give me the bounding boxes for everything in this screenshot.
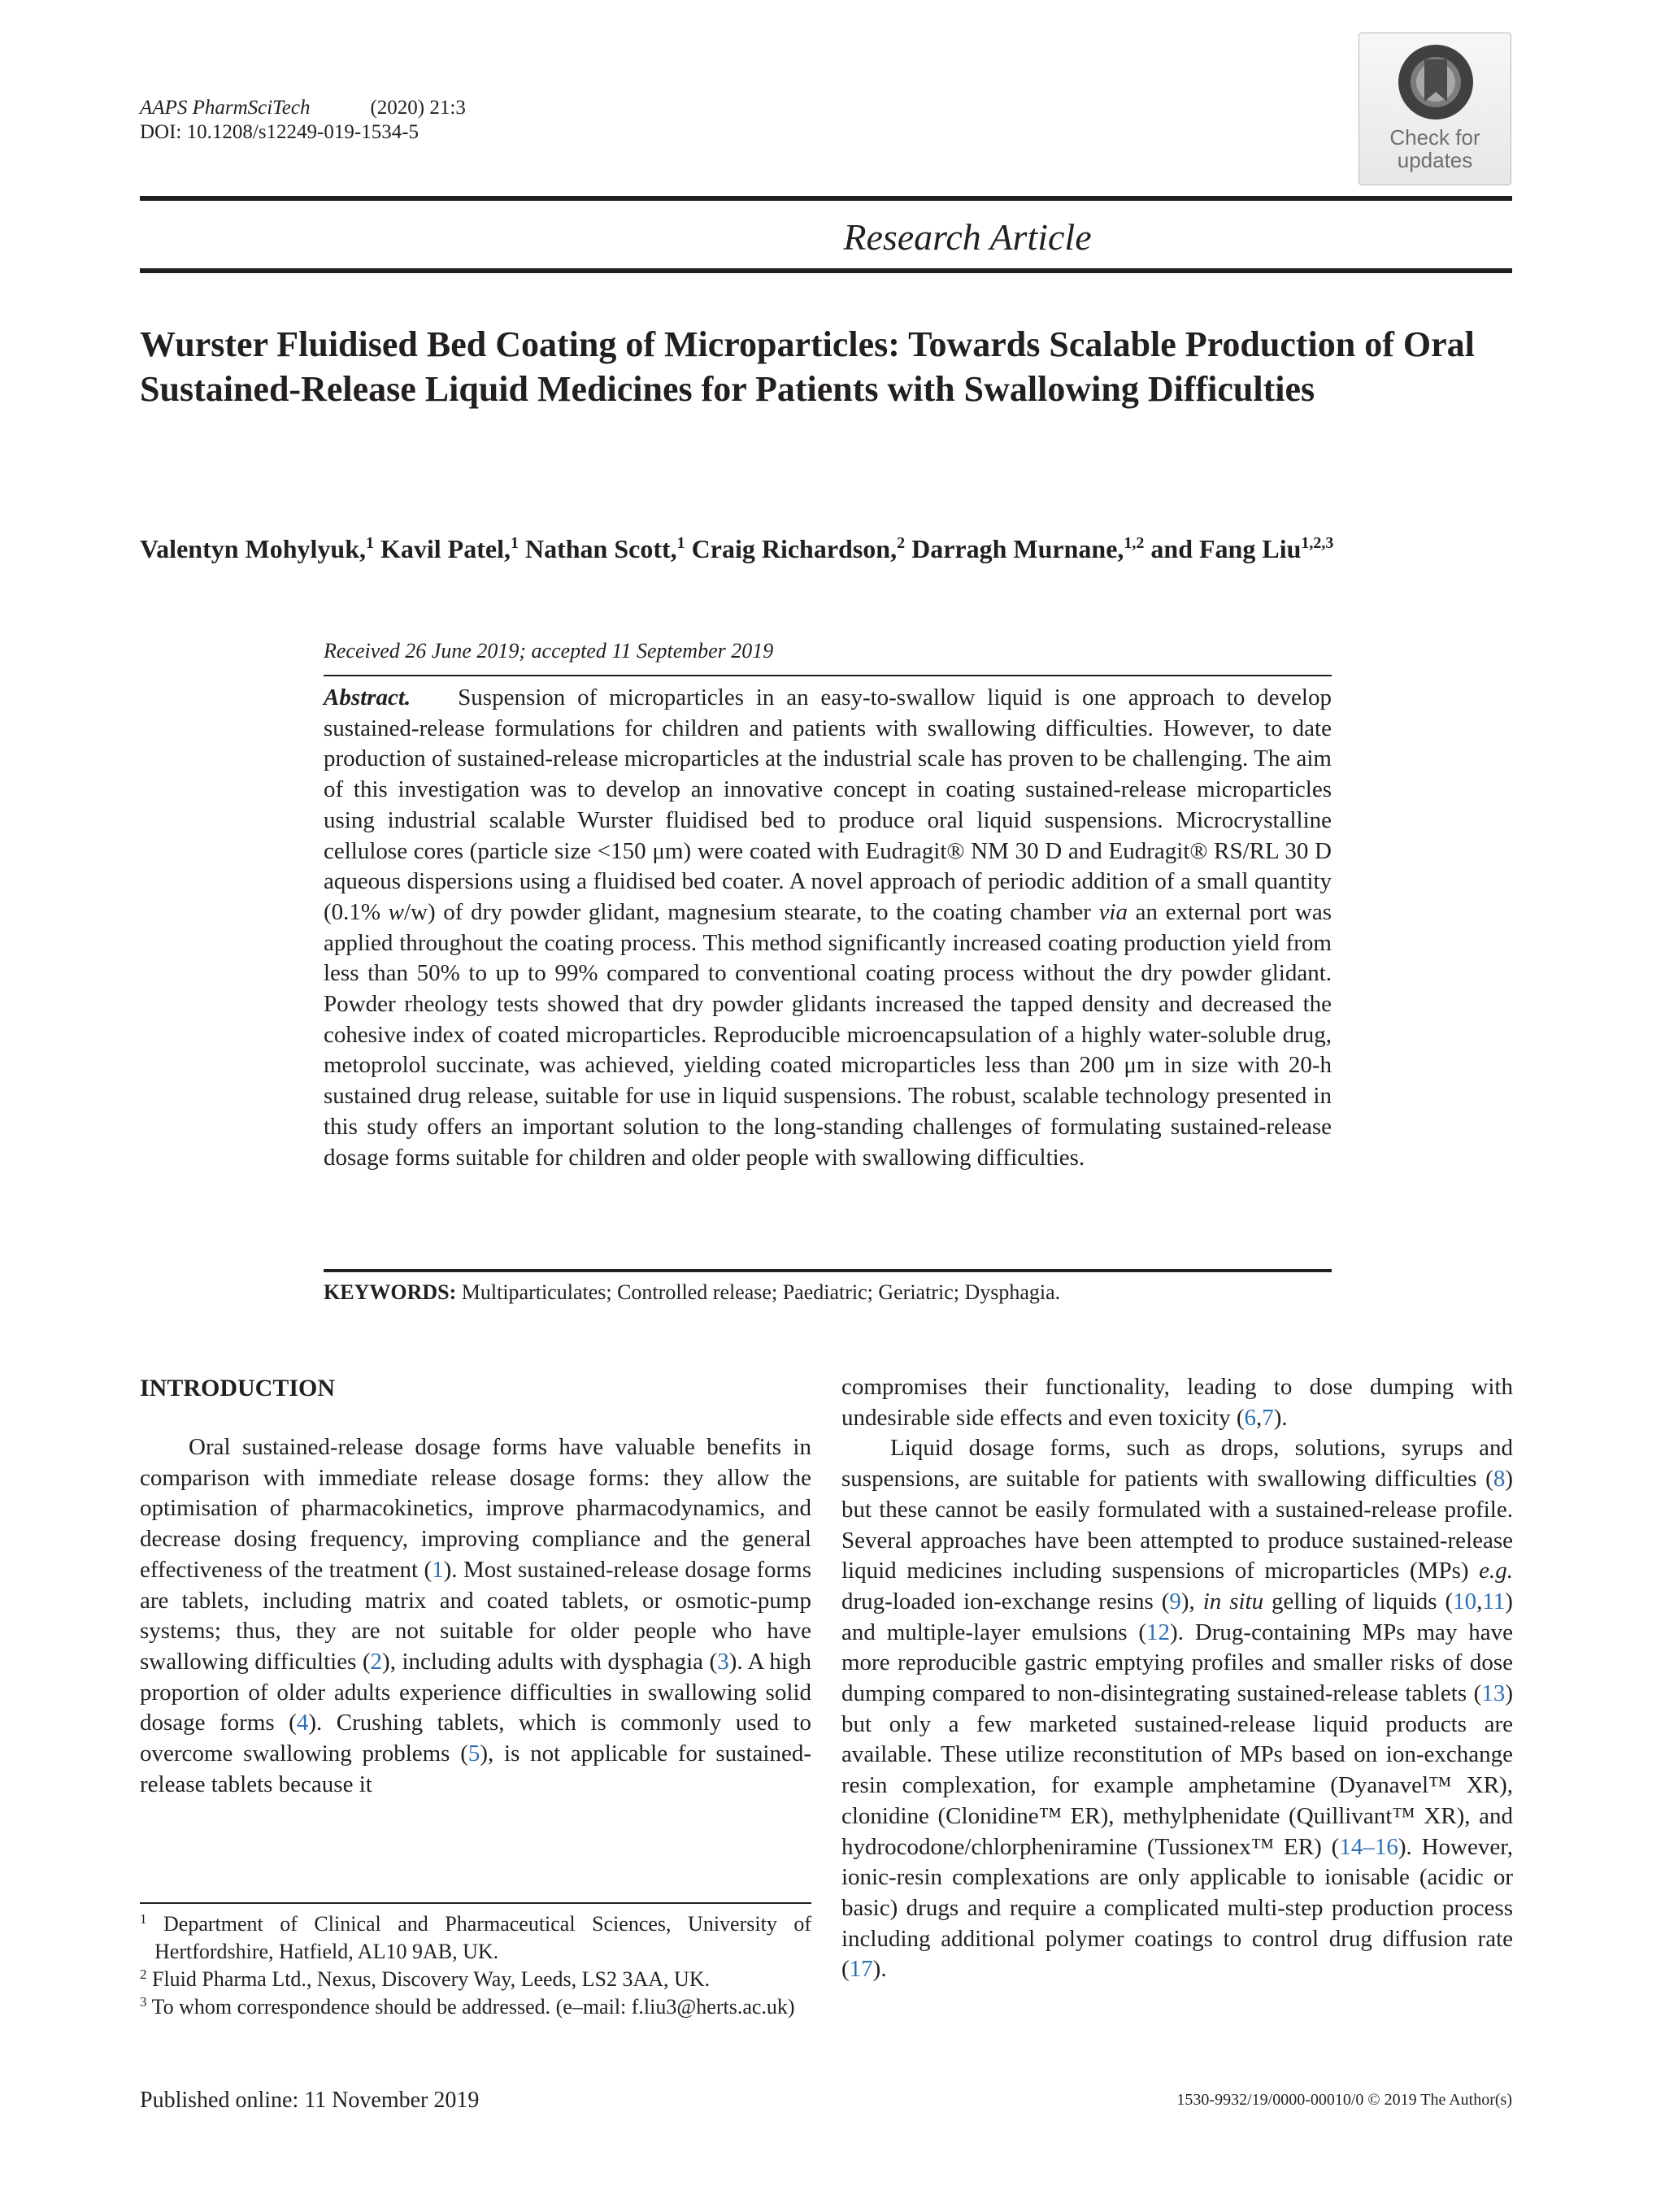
affiliation-marker: 1 (510, 534, 519, 552)
received-dates: Received 26 June 2019; accepted 11 September 2019 (324, 639, 774, 663)
abstract-text: Suspension of microparticles in an easy-to-swallow liquid is one approach to develop sustained-release formulations for children and patients with swallowing difficulties. However, to date production of sustained-release microparticles at the industrial scale has proven to be challenging. The aim of this investigation was to develop an innovative concept in coating sustained-release microparticles using industrial scalable Wurster fluidised bed to produce oral liquid suspensions. Microcrystalline cellulose cores (particle size <150 μm) were coated with Eudragit® NM 30 D and Eudragit® RS/RL 30 D aqueous dispersions using a fluidised bed coater. A novel approach of periodic addition of a small quantity (0.1% (324, 684, 1332, 925)
body-italic: in situ (1202, 1588, 1264, 1614)
footnote (140, 1993, 811, 2021)
footnotes (140, 1910, 811, 2021)
right-column (841, 1372, 1513, 1985)
footnote-rule (140, 1902, 811, 1904)
keywords-text: Multiparticulates; Controlled release; Paediatric; Geriatric; Dysphagia. (461, 1280, 1061, 1304)
badge-line-2: updates (1397, 148, 1473, 172)
affiliation-marker: 1,2,3 (1301, 534, 1334, 552)
body-text: , (1476, 1588, 1483, 1614)
citation-link[interactable]: 13 (1481, 1680, 1506, 1707)
article-title: Wurster Fluidised Bed Coating of Microparticles: Towards Scalable Production of Oral Sustained-Release Liquid Medicines for Patients with Swallowing Difficulties (140, 324, 1475, 409)
body-text: ), is not applicable for sustained-release tablets because it (140, 1740, 811, 1797)
author: Darragh Murnane, (911, 534, 1124, 563)
citation-link[interactable]: 7 (1262, 1404, 1274, 1431)
citation-link[interactable]: 11 (1482, 1588, 1506, 1614)
author-list (140, 532, 1538, 565)
footnote-text: To whom correspondence should be addressed. (e–mail: f.liu3@herts.ac.uk) (151, 1995, 795, 2019)
footnote-text: Fluid Pharma Ltd., Nexus, Discovery Way, Leeds, LS2 3AA, UK. (152, 1967, 711, 1991)
copyright-line: 1530-9932/19/0000-00010/0 © 2019 The Author(s) (1176, 2091, 1512, 2109)
article-type-label: Research Article (843, 216, 1092, 258)
body-text: ). Drug-containing MPs may have more reproducible gastric emptying profiles and smaller risks of dose dumping compared to non-disintegrating sustained-release tablets ( (841, 1619, 1513, 1707)
citation-link[interactable]: 10 (1453, 1588, 1477, 1614)
crossmark-icon (1395, 41, 1476, 123)
body-text: ) but only a few marketed sustained-release liquid products are available. These utilize reconstitution of MPs based on ion-exchange resin complexation, for example amphetamine (Dyanavel™ XR), clonidine (Clonidine™ ER), methylphenidate (Quillivant™ XR), and hydrocodone/chlorpheniramine (Tussionex™ ER) ( (841, 1680, 1513, 1860)
intro-paragraph-continued (841, 1372, 1513, 1433)
abstract-italic: w (388, 898, 405, 925)
author: Craig Richardson, (691, 534, 898, 563)
body-text: ). Most sustained-release dosage forms are tablets, including matrix and coated tablets, or osmotic-pump systems; thus, they are not suitable for older people who have swallowing difficulties ( (140, 1556, 811, 1675)
footnote-number: 2 (140, 1966, 147, 1982)
doi[interactable]: DOI: 10.1208/s12249-019-1534-5 (140, 121, 420, 143)
citation-link[interactable]: 14–16 (1339, 1833, 1398, 1860)
abstract-rule-bottom (324, 1269, 1332, 1272)
keywords (324, 1280, 1060, 1306)
abstract-rule-top (324, 675, 1332, 676)
citation-link[interactable]: 2 (370, 1648, 383, 1675)
article-type (140, 213, 1512, 262)
footnote-text: Department of Clinical and Pharmaceutical Sciences, University of Hertfordshire, Hatfield, AL10 9AB, UK. (154, 1912, 811, 1963)
body-text: ). (872, 1956, 887, 1983)
author: Nathan Scott, (524, 534, 677, 563)
journal-header (140, 96, 466, 145)
abstract (324, 683, 1332, 1173)
citation-link[interactable]: 12 (1146, 1619, 1171, 1645)
footnote-number: 3 (140, 1994, 147, 2010)
abstract-text: an external port was applied throughout the coating process. This method significantly increased coating production yield from less than 50% to up to 99% compared to conventional coating process without the dry powder glidant. Powder rheology tests showed that dry powder glidants increased the tapped density and decreased the cohesive index of coated microparticles. Reproducible microencapsulation of a highly water-soluble drug, metoprolol succinate, was achieved, yielding coated microparticles less than 200 μm in size with 20-h sustained drug release, suitable for use in liquid suspensions. The robust, scalable technology presented in this study offers an important solution to the long-standing challenges of formulating sustained-release dosage forms suitable for children and older people with swallowing difficulties. (324, 898, 1332, 1171)
citation-link[interactable]: 6 (1244, 1404, 1257, 1431)
abstract-label: Abstract. (324, 684, 411, 711)
check-for-updates-badge[interactable] (1359, 33, 1511, 185)
body-text: Liquid dosage forms, such as drops, solutions, syrups and suspensions, are suitable for patients with swallowing difficulties ( (841, 1435, 1513, 1493)
citation-link[interactable]: 4 (296, 1710, 309, 1736)
intro-paragraph (841, 1433, 1513, 1985)
body-text: Oral sustained-release dosage forms have valuable benefits in comparison with immediate release dosage forms: they allow the optimisation of pharmacokinetics, improve pharmacodynamics, and decrease dosing frequency, improving compliance and the general effectiveness of the treatment ( (140, 1434, 811, 1583)
citation-link[interactable]: 5 (467, 1740, 480, 1767)
citation-link[interactable]: 17 (849, 1956, 873, 1983)
body-text: drug-loaded ion-exchange resins ( (841, 1588, 1170, 1614)
abstract-italic: via (1098, 898, 1128, 925)
footnote (140, 1910, 811, 1966)
header-rule-top (140, 196, 1512, 201)
citation-link[interactable]: 1 (432, 1556, 444, 1583)
citation-link[interactable]: 3 (717, 1648, 729, 1675)
affiliation-marker: 1 (676, 534, 685, 552)
body-text: ). Crushing tablets, which is commonly used to overcome swallowing problems ( (140, 1710, 812, 1767)
body-text: ), including adults with dysphagia ( (382, 1648, 718, 1675)
body-text: , (1256, 1404, 1263, 1431)
body-text: ) and multiple-layer emulsions ( (841, 1588, 1513, 1645)
left-column (140, 1432, 811, 1800)
author: Kavil Patel, (380, 534, 511, 563)
body-italic: e.g. (1479, 1558, 1513, 1584)
header-rule-bottom (140, 268, 1512, 273)
journal-volume: (2020) 21:3 (370, 97, 466, 119)
author: Valentyn Mohylyuk, (140, 534, 366, 563)
intro-paragraph (140, 1432, 811, 1800)
section-heading-introduction: INTRODUCTION (140, 1375, 336, 1402)
affiliation-marker: 1,2 (1124, 534, 1145, 552)
published-date: Published online: 11 November 2019 (140, 2088, 480, 2113)
footnote (140, 1966, 811, 1993)
badge-line-1: Check for (1389, 125, 1480, 150)
body-text: ) but these cannot be easily formulated with a sustained-release profile. Several approaches have been attempted to produce sustained-release liquid medicines including suspensions of microparticles (MPs) (841, 1466, 1513, 1584)
body-text: ), (1180, 1588, 1203, 1614)
keywords-label: KEYWORDS: (324, 1280, 457, 1304)
badge-label (1359, 126, 1511, 172)
affiliation-marker: 1 (366, 534, 374, 552)
abstract-text: /w) of dry powder glidant, magnesium stearate, to the coating chamber (404, 898, 1099, 925)
author: and Fang Liu (1150, 534, 1302, 563)
body-text: gelling of liquids ( (1263, 1588, 1454, 1614)
citation-link[interactable]: 9 (1169, 1588, 1181, 1614)
body-text: compromises their functionality, leading to dose dumping with undesirable side effects and even toxicity ( (841, 1374, 1513, 1431)
body-text: ). A high proportion of older adults experience difficulties in swallowing solid dosage forms ( (140, 1648, 811, 1736)
footnote-number: 1 (140, 1911, 147, 1927)
citation-link[interactable]: 8 (1493, 1466, 1506, 1493)
body-text: ). (1273, 1404, 1288, 1431)
journal-name: AAPS PharmSciTech (140, 97, 311, 119)
body-text: ). However, ionic-resin complexations are only applicable to ionisable (acidic or basic) drugs and require a complicated multi-step production process including additional polymer coatings to control drug diffusion rate ( (841, 1833, 1513, 1983)
affiliation-marker: 2 (897, 534, 906, 552)
